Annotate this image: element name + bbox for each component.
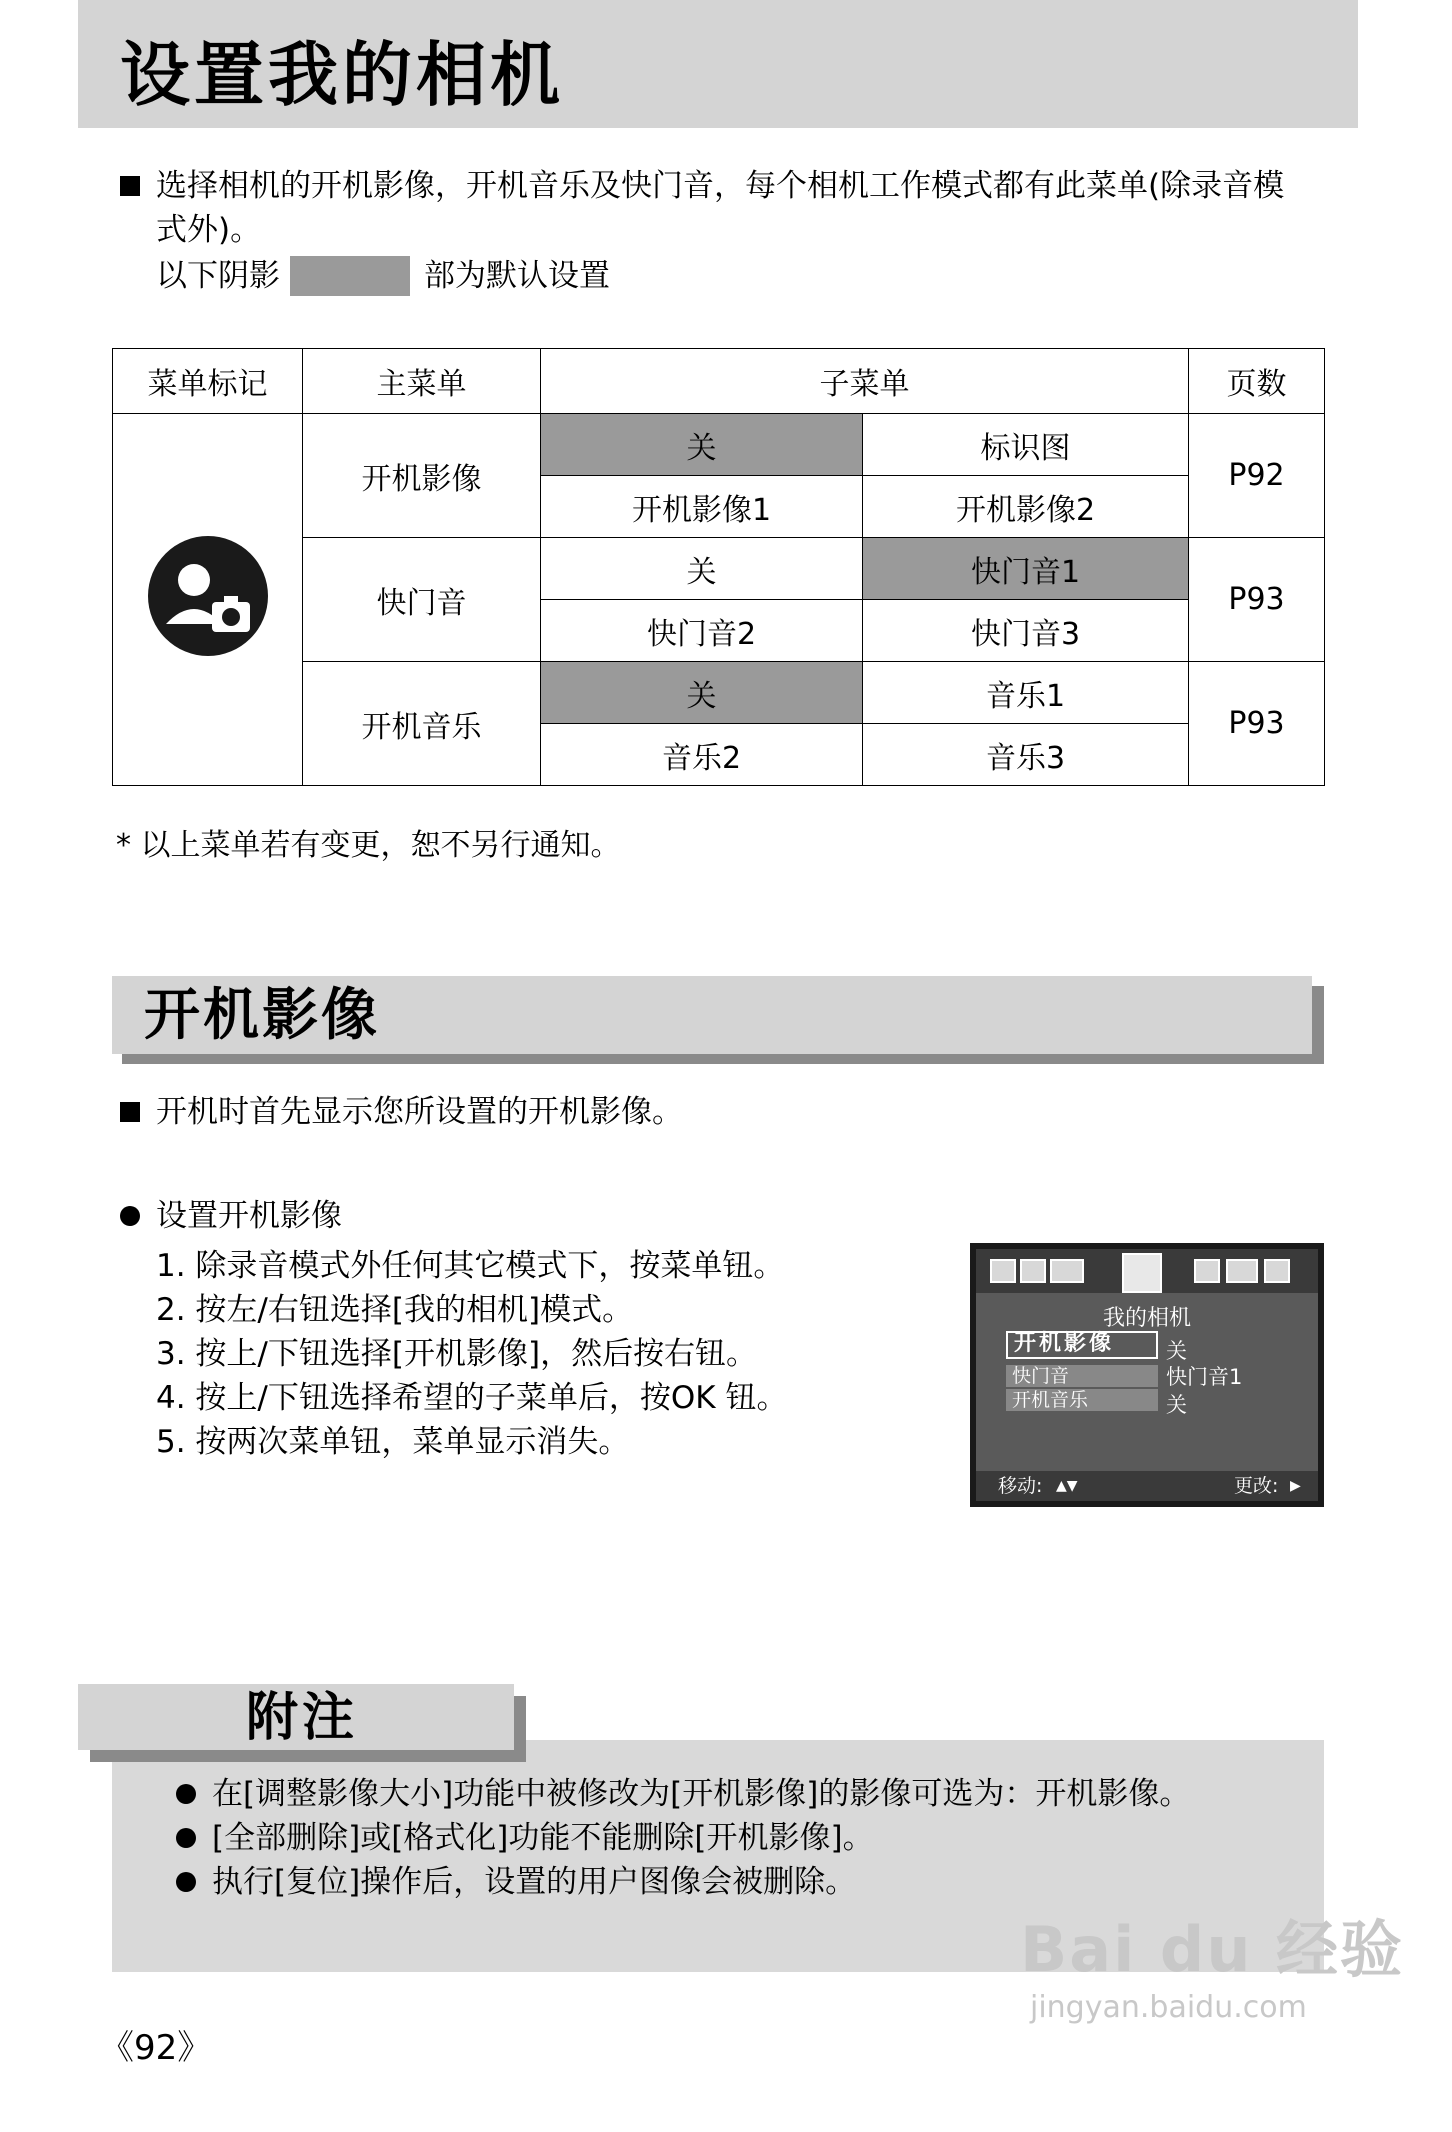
step-2: 2. 按左/右钮选择[我的相机]模式。 <box>156 1292 634 1328</box>
sub-cell: 关 <box>541 662 863 724</box>
default-shade-swatch <box>290 256 410 296</box>
sub-cell: 快门音3 <box>863 600 1189 662</box>
step-1: 1. 除录音模式外任何其它模式下，按菜单钮。 <box>156 1248 785 1284</box>
step-4: 4. 按上/下钮选择希望的子菜单后，按OK 钮。 <box>156 1380 788 1416</box>
header-menu-icon: 菜单标记 <box>113 349 303 414</box>
round-bullet-icon <box>176 1784 196 1804</box>
lcd-item-startup-image: 开机影像 <box>1006 1331 1158 1359</box>
sub-cell: 音乐3 <box>863 724 1189 786</box>
default-prefix: 以下阴影 <box>156 258 280 294</box>
step-3: 3. 按上/下钮选择[开机影像]，然后按右钮。 <box>156 1336 758 1372</box>
camera-lcd-screen <box>970 1243 1324 1507</box>
main-menu-shutter-sound: 快门音 <box>303 538 541 662</box>
footnote: * 以上菜单若有变更，恕不另行通知。 <box>116 828 621 863</box>
section-subhead: 设置开机影像 <box>156 1198 342 1234</box>
round-bullet-icon <box>176 1872 196 1892</box>
lcd-value: 快门音1 <box>1166 1365 1243 1389</box>
page-cell: P93 <box>1189 662 1325 786</box>
lcd-move-label: 移动: <box>998 1475 1043 1497</box>
note-item-2: [全部删除]或[格式化]功能不能删除[开机影像]。 <box>212 1820 874 1856</box>
mode-tab-icon <box>1020 1259 1046 1283</box>
mode-tab-icon <box>1194 1259 1220 1283</box>
right-arrow-icon: ▶ <box>1290 1478 1301 1494</box>
header-page: 页数 <box>1189 349 1325 414</box>
main-menu-startup-music: 开机音乐 <box>303 662 541 786</box>
sub-cell: 快门音2 <box>541 600 863 662</box>
page-cell: P92 <box>1189 414 1325 538</box>
note-item-3: 执行[复位]操作后，设置的用户图像会被删除。 <box>212 1864 857 1900</box>
main-menu-startup-image: 开机影像 <box>303 414 541 538</box>
lcd-mode-tabs <box>976 1249 1318 1293</box>
section-description: 开机时首先显示您所设置的开机影像。 <box>156 1094 683 1130</box>
sub-cell: 标识图 <box>863 414 1189 476</box>
lcd-caption: 我的相机 <box>1102 1306 1191 1331</box>
sub-cell: 快门音1 <box>863 538 1189 600</box>
page-cell: P93 <box>1189 538 1325 662</box>
mode-tab-icon <box>990 1259 1016 1283</box>
round-bullet-icon <box>120 1206 140 1226</box>
lcd-item-shutter-sound: 快门音 <box>1006 1365 1158 1387</box>
lcd-item-startup-music: 开机音乐 <box>1006 1389 1158 1411</box>
section-title: 开机影像 <box>144 983 380 1048</box>
baidu-watermark-logo: Bai du 经验 <box>1020 1913 1405 1986</box>
sub-cell: 音乐1 <box>863 662 1189 724</box>
default-suffix: 部为默认设置 <box>424 258 610 294</box>
lcd-change-label: 更改: <box>1234 1475 1279 1497</box>
sub-cell: 开机影像1 <box>541 476 863 538</box>
mode-tab-icon <box>1264 1259 1290 1283</box>
sub-cell: 关 <box>541 538 863 600</box>
page-number: 《92》 <box>100 2028 212 2068</box>
step-5: 5. 按两次菜单钮，菜单显示消失。 <box>156 1424 630 1460</box>
header-sub-menu: 子菜单 <box>541 349 1189 414</box>
page-title: 设置我的相机 <box>120 34 564 116</box>
mode-tab-icon <box>1226 1259 1258 1283</box>
round-bullet-icon <box>176 1828 196 1848</box>
mode-tab-icon <box>1050 1259 1084 1283</box>
sub-cell: 关 <box>541 414 863 476</box>
intro-line-2: 式外)。 <box>156 212 262 248</box>
sub-cell: 音乐2 <box>541 724 863 786</box>
notes-title: 附注 <box>246 1688 359 1748</box>
square-bullet-icon <box>120 176 140 196</box>
menu-table <box>112 348 1325 786</box>
up-down-arrows-icon: ▲▼ <box>1056 1478 1078 1494</box>
my-camera-icon <box>144 532 272 660</box>
menu-icon-cell <box>113 414 303 786</box>
lcd-bottom-bar <box>976 1471 1318 1501</box>
my-camera-tab-icon <box>1122 1253 1162 1293</box>
lcd-value: 关 <box>1166 1393 1187 1417</box>
square-bullet-icon <box>120 1102 140 1122</box>
intro-line-1: 选择相机的开机影像，开机音乐及快门音，每个相机工作模式都有此菜单(除录音模 <box>156 168 1285 204</box>
note-item-1: 在[调整影像大小]功能中被修改为[开机影像]的影像可选为：开机影像。 <box>212 1776 1191 1812</box>
lcd-value: 关 <box>1166 1339 1187 1363</box>
baidu-watermark-url: jingyan.baidu.com <box>1030 1990 1307 2025</box>
sub-cell: 开机影像2 <box>863 476 1189 538</box>
header-main-menu: 主菜单 <box>303 349 541 414</box>
